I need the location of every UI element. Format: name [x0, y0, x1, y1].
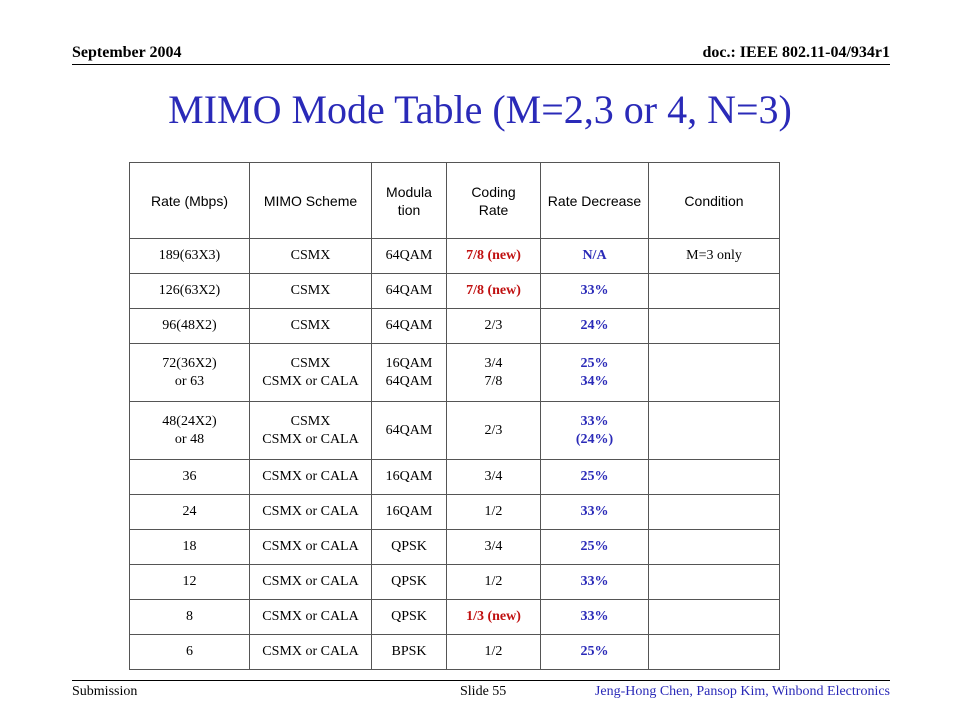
cell-modulation: BPSK [372, 635, 447, 670]
mimo-mode-table [129, 162, 780, 670]
footer-authors: Jeng-Hong Chen, Pansop Kim, Winbond Electronics [594, 684, 890, 699]
cell-rate-decrease: 33% [541, 274, 649, 309]
cell-coding-rate: 1/2 [447, 565, 541, 600]
cell-rate: 24 [130, 495, 250, 530]
cell-rate: 72(36X2) or 63 [130, 344, 250, 402]
cell-condition [649, 530, 780, 565]
table-header-row [130, 163, 780, 239]
cell-rate-decrease: 24% [541, 309, 649, 344]
table-row [130, 565, 780, 600]
cell-condition [649, 635, 780, 670]
cell-mimo-scheme: CSMX or CALA [250, 495, 372, 530]
header-doc-id: doc.: IEEE 802.11-04/934r1 [702, 44, 890, 61]
cell-rate-decrease: 25% [541, 530, 649, 565]
cell-condition [649, 274, 780, 309]
cell-condition [649, 344, 780, 402]
cell-coding-rate: 7/8 (new) [447, 274, 541, 309]
cell-rate: 189(63X3) [130, 239, 250, 274]
cell-coding-rate: 2/3 [447, 309, 541, 344]
table-row [130, 309, 780, 344]
cell-rate: 12 [130, 565, 250, 600]
cell-coding-rate: 1/3 (new) [447, 600, 541, 635]
header-modulation: Modula tion [372, 163, 447, 239]
cell-modulation: 16QAM 64QAM [372, 344, 447, 402]
table-row [130, 495, 780, 530]
cell-rate-decrease: 25% [541, 635, 649, 670]
cell-condition [649, 402, 780, 460]
cell-rate: 48(24X2) or 48 [130, 402, 250, 460]
cell-modulation: 16QAM [372, 495, 447, 530]
footer-rule [72, 680, 890, 681]
cell-coding-rate: 3/4 7/8 [447, 344, 541, 402]
cell-mimo-scheme: CSMX or CALA [250, 635, 372, 670]
header-condition: Condition [649, 163, 780, 239]
cell-mimo-scheme: CSMX or CALA [250, 530, 372, 565]
cell-mimo-scheme: CSMX CSMX or CALA [250, 402, 372, 460]
header-rate-decrease: Rate Decrease [541, 163, 649, 239]
footer-submission: Submission [72, 684, 138, 699]
table-row [130, 344, 780, 402]
cell-condition [649, 600, 780, 635]
cell-rate: 8 [130, 600, 250, 635]
cell-coding-rate: 1/2 [447, 495, 541, 530]
cell-modulation: 64QAM [372, 402, 447, 460]
cell-mimo-scheme: CSMX CSMX or CALA [250, 344, 372, 402]
cell-rate: 36 [130, 460, 250, 495]
table-row [130, 402, 780, 460]
cell-mimo-scheme: CSMX or CALA [250, 600, 372, 635]
cell-mimo-scheme: CSMX or CALA [250, 565, 372, 600]
cell-modulation: QPSK [372, 530, 447, 565]
cell-condition [649, 309, 780, 344]
cell-coding-rate: 7/8 (new) [447, 239, 541, 274]
cell-coding-rate: 3/4 [447, 530, 541, 565]
cell-modulation: QPSK [372, 565, 447, 600]
cell-coding-rate: 3/4 [447, 460, 541, 495]
cell-modulation: 64QAM [372, 309, 447, 344]
cell-modulation: 64QAM [372, 274, 447, 309]
cell-condition [649, 565, 780, 600]
table-row [130, 600, 780, 635]
header-rule [72, 64, 890, 65]
cell-rate-decrease: 33% (24%) [541, 402, 649, 460]
cell-rate-decrease: 33% [541, 495, 649, 530]
table-row [130, 460, 780, 495]
footer-slide-number: Slide 55 [460, 684, 507, 699]
slide-title: MIMO Mode Table (M=2,3 or 4, N=3) [168, 87, 792, 132]
cell-rate-decrease: 33% [541, 600, 649, 635]
cell-modulation: QPSK [372, 600, 447, 635]
table-row [130, 239, 780, 274]
cell-rate: 6 [130, 635, 250, 670]
table-row [130, 635, 780, 670]
cell-rate-decrease: 25% [541, 460, 649, 495]
cell-rate: 96(48X2) [130, 309, 250, 344]
cell-rate-decrease: N/A [541, 239, 649, 274]
cell-rate: 18 [130, 530, 250, 565]
cell-condition [649, 460, 780, 495]
header-coding-rate: Coding Rate [447, 163, 541, 239]
cell-rate-decrease: 25% 34% [541, 344, 649, 402]
table-row [130, 530, 780, 565]
cell-condition: M=3 only [649, 239, 780, 274]
cell-mimo-scheme: CSMX or CALA [250, 460, 372, 495]
cell-rate-decrease: 33% [541, 565, 649, 600]
cell-coding-rate: 2/3 [447, 402, 541, 460]
header-rate: Rate (Mbps) [130, 163, 250, 239]
cell-mimo-scheme: CSMX [250, 274, 372, 309]
cell-rate: 126(63X2) [130, 274, 250, 309]
cell-mimo-scheme: CSMX [250, 239, 372, 274]
cell-coding-rate: 1/2 [447, 635, 541, 670]
cell-condition [649, 495, 780, 530]
header-mimo-scheme: MIMO Scheme [250, 163, 372, 239]
cell-modulation: 16QAM [372, 460, 447, 495]
header-date: September 2004 [72, 44, 182, 61]
cell-modulation: 64QAM [372, 239, 447, 274]
cell-mimo-scheme: CSMX [250, 309, 372, 344]
table-row [130, 274, 780, 309]
